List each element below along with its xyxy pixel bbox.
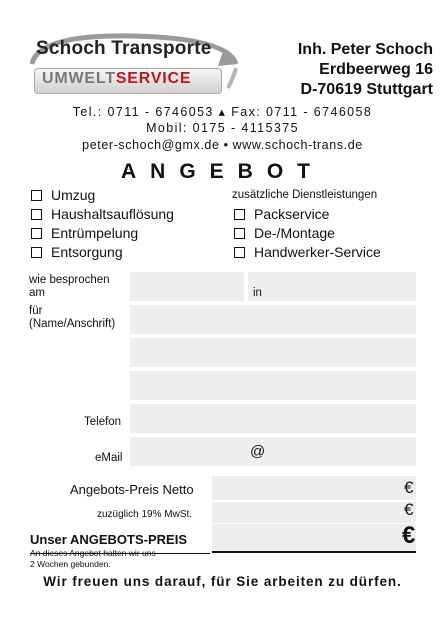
checkbox[interactable] bbox=[31, 247, 42, 258]
vat-label: zuzüglich 19% MwSt. bbox=[97, 509, 193, 520]
logo-tagline-umwelt: UMWELT bbox=[42, 70, 116, 87]
final-price-currency: € bbox=[402, 522, 416, 549]
address-field-line3[interactable] bbox=[130, 371, 416, 400]
owner-street: Erdbeerweg 16 bbox=[319, 61, 433, 78]
date-field[interactable] bbox=[130, 272, 244, 301]
validity-note-line1: An dieses Angebot halten wir uns bbox=[30, 548, 156, 558]
address-field-line2[interactable] bbox=[130, 338, 416, 367]
place-field[interactable] bbox=[248, 272, 416, 301]
date-label-line2: am bbox=[29, 287, 45, 299]
service-option-haushaltsaufloesung[interactable] bbox=[31, 206, 174, 222]
date-label-line1: wie besprochen bbox=[29, 274, 110, 286]
final-price-label: Unser ANGEBOTS-PREIS bbox=[30, 532, 187, 547]
vat-currency: € bbox=[404, 500, 414, 519]
service-label: Handwerker-Service bbox=[254, 244, 381, 260]
validity-note bbox=[30, 548, 156, 570]
checkbox[interactable] bbox=[234, 247, 245, 258]
checkbox[interactable] bbox=[234, 209, 245, 220]
additional-services-heading: zusätzliche Dienstleistungen bbox=[232, 189, 378, 201]
service-option-entsorgung[interactable] bbox=[31, 244, 123, 260]
logo-company-name: Schoch Transporte bbox=[36, 38, 212, 59]
phone-field[interactable] bbox=[130, 404, 416, 433]
vat-field[interactable] bbox=[212, 502, 416, 523]
contact-phone-fax: Tel.: 0711 - 6746053 ▴ Fax: 0711 - 6746058 bbox=[72, 105, 373, 119]
owner-city: D-70619 Stuttgart bbox=[300, 81, 433, 98]
place-label: in bbox=[253, 287, 262, 299]
service-label: Entsorgung bbox=[51, 244, 123, 260]
service-option-handwerker[interactable] bbox=[234, 244, 381, 260]
service-label: Umzug bbox=[51, 187, 96, 203]
net-price-currency: € bbox=[404, 478, 414, 497]
checkbox[interactable] bbox=[234, 228, 245, 239]
final-price-underline bbox=[212, 551, 416, 553]
company-logo bbox=[28, 30, 238, 100]
contact-email-web: peter-schoch@gmx.de • www.schoch-trans.de bbox=[82, 138, 363, 152]
logo-tagline-service: SERVICE bbox=[115, 70, 192, 87]
email-label: eMail bbox=[95, 452, 123, 464]
logo-tagline bbox=[42, 70, 191, 88]
service-label: Entrümpelung bbox=[51, 225, 139, 241]
service-option-montage[interactable] bbox=[234, 225, 335, 241]
date-label bbox=[29, 274, 110, 300]
service-label: Packservice bbox=[254, 206, 330, 222]
validity-note-line2: 2 Wochen gebunden. bbox=[30, 559, 111, 569]
owner-name: Inh. Peter Schoch bbox=[297, 41, 433, 58]
customer-label-line1: für bbox=[29, 305, 43, 317]
service-option-entruempelung[interactable] bbox=[31, 225, 138, 241]
service-label: Haushaltsauflösung bbox=[51, 206, 174, 222]
at-sign: @ bbox=[250, 443, 266, 460]
phone-label: Telefon bbox=[84, 416, 122, 428]
final-price-field[interactable] bbox=[212, 524, 416, 551]
owner-address bbox=[298, 40, 433, 100]
checkbox[interactable] bbox=[31, 190, 42, 201]
document-title: ANGEBOT bbox=[121, 160, 324, 183]
closing-message: Wir freuen uns darauf, für Sie arbeiten zu dürfen. bbox=[43, 574, 402, 589]
email-field[interactable] bbox=[130, 437, 416, 466]
checkbox[interactable] bbox=[31, 209, 42, 220]
service-option-packservice[interactable] bbox=[234, 206, 329, 222]
checkbox[interactable] bbox=[31, 228, 42, 239]
service-label: De-/Montage bbox=[254, 225, 335, 241]
net-price-label: Angebots-Preis Netto bbox=[70, 482, 194, 497]
customer-label bbox=[29, 305, 115, 331]
customer-label-line2: (Name/Anschrift) bbox=[29, 318, 116, 330]
contact-mobile: Mobil: 0175 - 4115375 bbox=[146, 121, 299, 135]
address-field-line1[interactable] bbox=[130, 305, 416, 334]
service-option-umzug[interactable] bbox=[31, 187, 95, 203]
net-price-field[interactable] bbox=[212, 476, 416, 500]
